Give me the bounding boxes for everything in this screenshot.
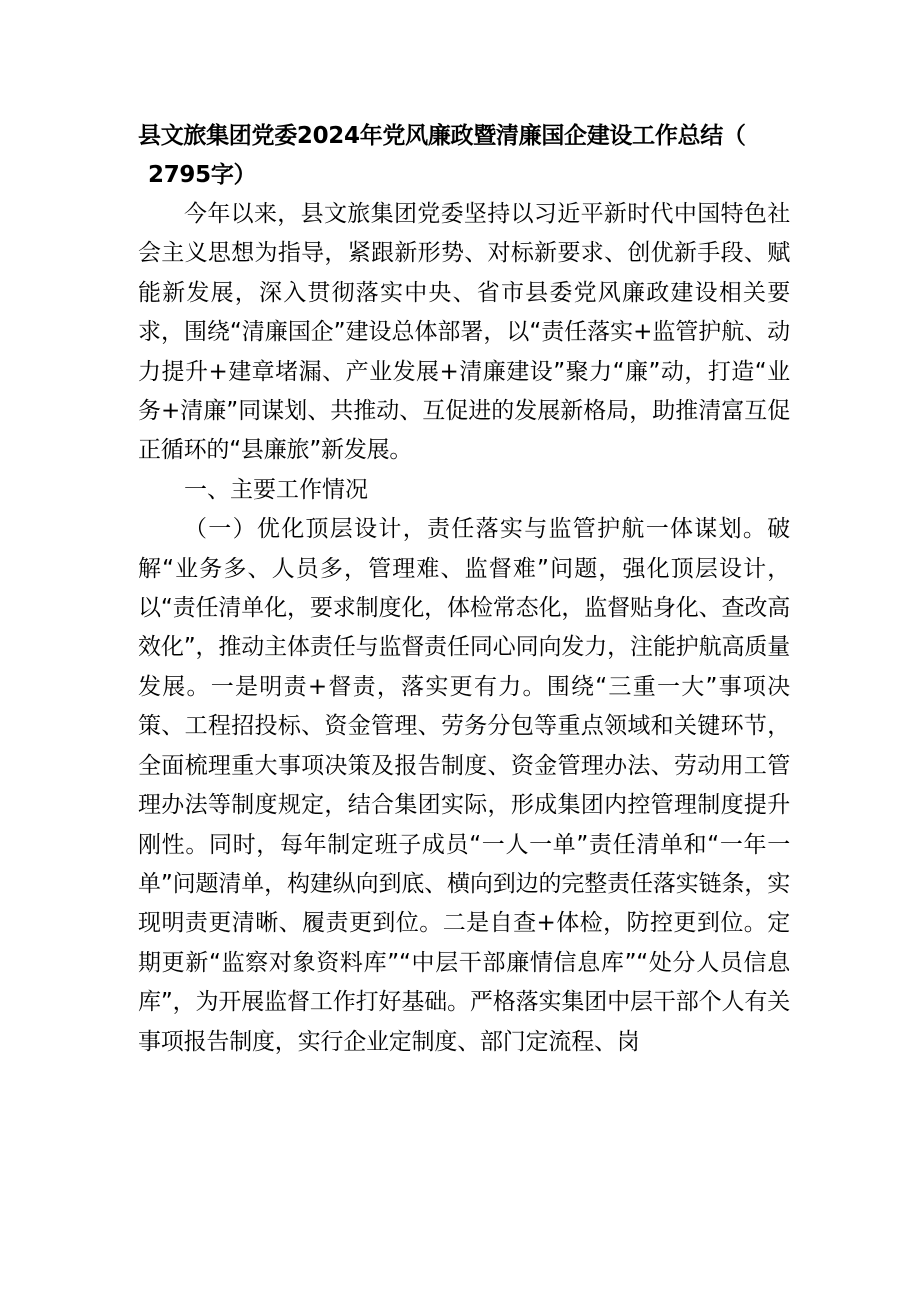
intro-paragraph: 今年以来，县文旅集团党委坚持以习近平新时代中国特色社会主义思想为指导，紧跟新形势、对标新要求、创优新手段、赋能新发展，深入贯彻落实中央、省市县委党风廉政建设相关要求，围绕“清廉国企”建设总体部署，以“责任落实+监管护航、动力提升+建章堵漏、产业发展+清廉建设”聚力“廉”动，打造“业务+清廉”同谋划、共推动、互促进的发展新格局，助推清富互促正循环的“县廉旅”新发展。 bbox=[138, 201, 790, 464]
document-title bbox=[138, 117, 790, 195]
section-paragraph-top-design: （一）优化顶层设计，责任落实与监管护航一体谋划。破解“业务多、人员多，管理难、监督难”问题，强化顶层设计，以“责任清单化，要求制度化，体检常态化，监督贴身化、查改高效化”，推动主体责任与监督责任同心同向发力，注能护航高质量发展。一是明责+督责，落实更有力。围绕“三重一大”事项决策、工程招投标、资金管理、劳务分包等重点领域和关键环节，全面梳理重大事项决策及报告制度、资金管理办法、劳动用工管理办法等制度规定，结合集团实际，形成集团内控管理制度提升刚性。同时，每年制定班子成员“一人一单”责任清单和“一年一单”问题清单，构建纵向到底、横向到边的完整责任落实链条，实现明责更清晰、履责更到位。二是自查+体检，防控更到位。定期更新“监察对象资料库”“中层干部廉情信息库”“处分人员信息库”，为开展监督工作打好基础。严格落实集团中层干部个人有关事项报告制度，实行企业定制度、部门定流程、岗 bbox=[138, 516, 790, 1055]
title-line-1: 县文旅集团党委2024年党风廉政暨清廉国企建设工作总结（ bbox=[138, 123, 746, 149]
title-line-2: 2795字） bbox=[148, 162, 257, 188]
document-page bbox=[138, 117, 790, 1062]
section-heading-main-work: 一、主要工作情况 bbox=[184, 476, 368, 503]
